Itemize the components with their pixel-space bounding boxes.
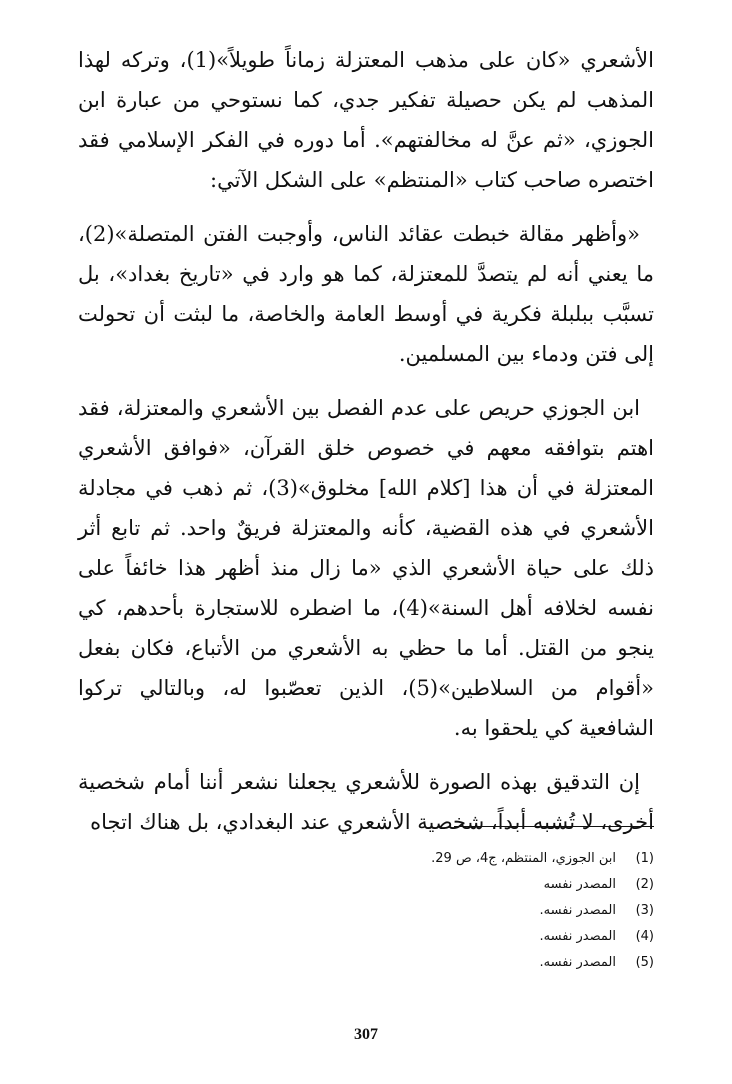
- paragraph-gap: [78, 748, 654, 762]
- paragraph-gap: [78, 200, 654, 214]
- footnote-item: [78, 872, 654, 898]
- footnote-number: (1): [635, 851, 654, 866]
- footnote-text: المصدر نفسه.: [539, 929, 616, 944]
- paragraph-2-quote: «وأظهر مقالة خبطت عقائد الناس، وأوجبت الفتن المتصلة»(2)، ما يعني أنه لم يتصدَّ للمعتزلة، كما هو وارد في «تاريخ بغداد»، بل تسبَّب ببلبلة فكرية في أوسط العامة والخاصة، ما لبثت أن تحولت إلى فتن ودماء بين المسلمين.: [78, 222, 654, 366]
- paragraph-1: الأشعري «كان على مذهب المعتزلة زماناً طويلاً»(1)، وتركه لهذا المذهب لم يكن حصيلة تفكير جدي، كما نستوحي من عبارة ابن الجوزي، «ثم عنَّ له مخالفتهم». أما دوره في الفكر الإسلامي فقد اختصره صاحب كتاب «المنتظم» على الشكل الآتي:: [78, 48, 654, 192]
- footnote-text: ابن الجوزي، المنتظم، ج4، ص 29.: [431, 851, 616, 866]
- footnote-number: (3): [635, 903, 654, 918]
- footnote-text: المصدر نفسه.: [539, 955, 616, 970]
- footnote-item: [78, 950, 654, 976]
- footnotes-list: [78, 846, 654, 976]
- footnote-item: [78, 898, 654, 924]
- footnote-separator: [454, 826, 654, 827]
- paragraph-4: إن التدقيق بهذه الصورة للأشعري يجعلنا نشعر أننا أمام شخصية أخرى، لا تُشبه أبداً، شخصية الأشعري عند البغدادي، بل هناك اتجاه: [78, 770, 654, 834]
- page-body: [78, 40, 654, 1050]
- footnote-number: (4): [635, 929, 654, 944]
- footnote-number: (2): [635, 877, 654, 892]
- page-number: 307: [354, 1026, 378, 1043]
- footnote-number: (5): [635, 955, 654, 970]
- footnote-item: [78, 846, 654, 872]
- paragraph-gap: [78, 374, 654, 388]
- footnote-text: المصدر نفسه: [543, 877, 616, 892]
- footnote-item: [78, 924, 654, 950]
- footnote-text: المصدر نفسه.: [539, 903, 616, 918]
- paragraph-3: ابن الجوزي حريص على عدم الفصل بين الأشعري والمعتزلة، فقد اهتم بتوافقه معهم في خصوص خلق القرآن، «فوافق الأشعري المعتزلة في أن هذا [كلام الله] مخلوق»(3)، ثم ذهب في مجادلة الأشعري في هذه القضية، كأنه والمعتزلة فريقٌ واحد. ثم تابع أثر ذلك على حياة الأشعري الذي «ما زال منذ أظهر هذا خائفاً على نفسه لخلافه أهل السنة»(4)، ما اضطره للاستجارة بأحدهم، كي ينجو من القتل. أما ما حظي به الأشعري من الأتباع، فكان بفعل «أقوام من السلاطين»(5)، الذين تعصّبوا له، وبالتالي تركوا الشافعية كي يلحقوا به.: [78, 396, 654, 740]
